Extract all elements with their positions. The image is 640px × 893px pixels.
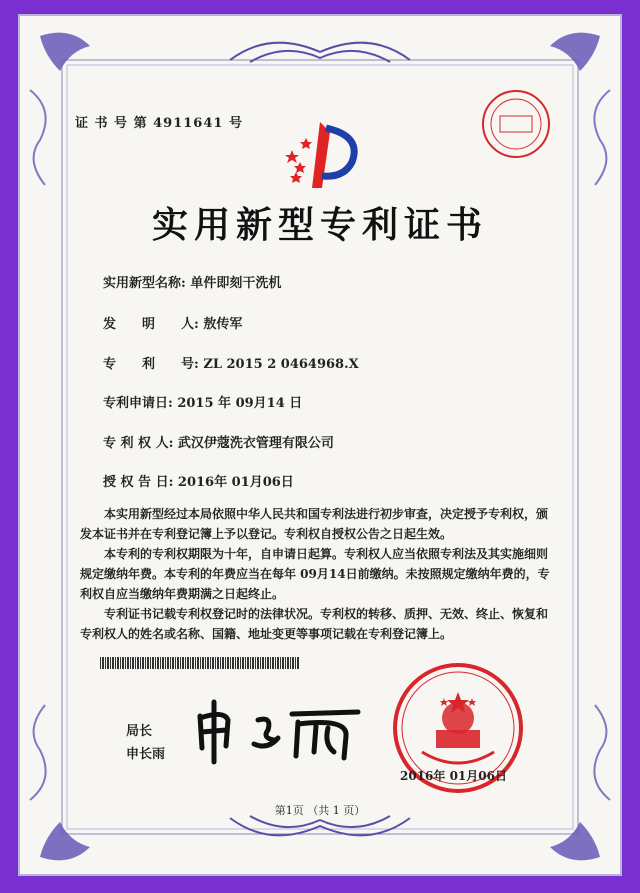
body-line: 本实用新型经过本局依照中华人民共和国专利法进行初步审查，决定授予专利权，颁 (80, 507, 549, 521)
field-inventor (103, 313, 242, 332)
body-line: 发本证书并在专利登记簿上予以登记。专利权自授权公告之日起生效。 (80, 527, 453, 541)
patent-office-logo (282, 118, 362, 194)
field-utility-name (103, 272, 281, 291)
seal-date: 2016年 01月06日 (400, 769, 507, 783)
field-label: 专 利 号: (103, 357, 199, 372)
body-line: 利权自应当缴纳年费期满之日起终止。 (80, 587, 285, 601)
body-line: 本专利的专利权期限为十年，自申请日起算。专利权人应当依照专利法及其实施细则 (80, 547, 549, 561)
body-line: 规定缴纳年费。本专利的年费应当在每年 09月14日前缴纳。未按照规定缴纳年费的，专 (80, 567, 550, 581)
field-value: ZL 2015 2 0464968.X (203, 357, 359, 372)
page-number: 第1页 （共 1 页） (274, 804, 366, 817)
director-name: 申长雨 (126, 747, 166, 762)
field-label: 授 权 告 日: (103, 475, 174, 490)
field-label: 专 利 权 人: (103, 436, 174, 451)
field-grant-date (103, 471, 294, 490)
field-label: 实用新型名称: (103, 276, 186, 291)
signature (188, 696, 368, 766)
field-patentee (103, 432, 334, 451)
postmark-stamp (480, 88, 552, 160)
field-value: 2015 年 09月14 日 (177, 396, 303, 411)
field-patent-number (103, 353, 359, 372)
field-application-date (103, 392, 302, 411)
certificate-title: 实用新型专利证书 (151, 204, 488, 246)
body-line: 专利权人的姓名或名称、国籍、地址变更等事项记载在专利登记簿上。 (80, 627, 453, 641)
field-value: 单件即刻干洗机 (190, 276, 282, 291)
body-line: 专利证书记载专利权登记时的法律状况。专利权的转移、质押、无效、终止、恢复和 (80, 607, 549, 621)
certificate-number: 证 书 号 第 4911641 号 (75, 116, 243, 131)
director-title: 局长 (126, 724, 153, 739)
barcode (100, 657, 300, 669)
field-value: 武汉伊蔻洗衣管理有限公司 (177, 436, 334, 451)
field-label: 发 明 人: (103, 317, 199, 332)
field-value: 敖传军 (203, 317, 243, 332)
field-label: 专利申请日: (103, 396, 173, 411)
field-value: 2016年 01月06日 (177, 475, 294, 490)
